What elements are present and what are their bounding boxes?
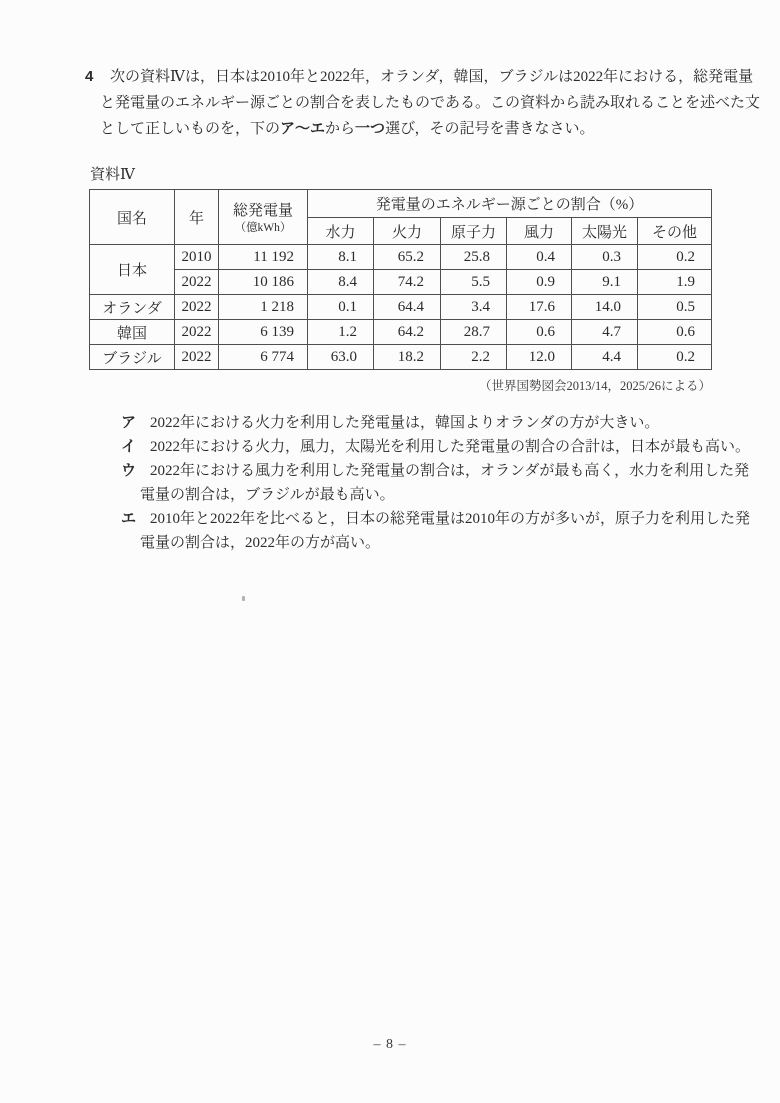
table-row-japan-2010 bbox=[90, 245, 712, 270]
pct-cell: 1.9 bbox=[638, 270, 712, 295]
header-wind: 風力 bbox=[507, 218, 572, 245]
pct-cell: 0.9 bbox=[507, 270, 572, 295]
pct-cell: 0.1 bbox=[308, 295, 374, 320]
pct-cell: 0.5 bbox=[638, 295, 712, 320]
country-cell-japan: 日本 bbox=[90, 245, 175, 295]
choice-e-continued bbox=[140, 531, 761, 555]
choice-i bbox=[121, 435, 761, 459]
pct-cell: 0.4 bbox=[507, 245, 572, 270]
year-cell: 2022 bbox=[175, 345, 219, 370]
pct-cell: 0.2 bbox=[638, 245, 712, 270]
pct-cell: 17.6 bbox=[507, 295, 572, 320]
pct-cell: 1.2 bbox=[308, 320, 374, 345]
header-total-unit: （億kWh） bbox=[234, 222, 292, 234]
pct-cell: 0.2 bbox=[638, 345, 712, 370]
total-cell: 1 218 bbox=[219, 295, 308, 320]
choice-e-text-1: 2010年と2022年を比べると，日本の総発電量は2010年の方が多いが，原子力を利用した発 bbox=[150, 511, 751, 527]
header-thermal: 火力 bbox=[374, 218, 441, 245]
year-cell: 2022 bbox=[175, 270, 219, 295]
question-text-1: 次の資料Ⅳは，日本は2010年と2022年，オランダ，韓国，ブラジルは2022年における，総発電量 bbox=[110, 69, 754, 85]
table-title: 資料Ⅳ bbox=[90, 167, 135, 183]
pct-cell: 74.2 bbox=[374, 270, 441, 295]
pct-cell: 64.2 bbox=[374, 320, 441, 345]
scan-speck bbox=[242, 596, 245, 601]
answer-choices bbox=[121, 411, 761, 555]
question-one-bold: 一つ bbox=[355, 120, 386, 137]
question-text-2: と発電量のエネルギー源ごとの割合を表したものである。この資料から読み取れることを述べた文 bbox=[100, 95, 761, 111]
pct-cell: 64.4 bbox=[374, 295, 441, 320]
year-cell: 2010 bbox=[175, 245, 219, 270]
pct-cell: 5.5 bbox=[441, 270, 507, 295]
total-cell: 10 186 bbox=[219, 270, 308, 295]
choice-e-letter: エ bbox=[121, 510, 137, 527]
pct-cell: 0.3 bbox=[572, 245, 638, 270]
choice-u-text-2: 電量の割合は，ブラジルが最も高い。 bbox=[140, 487, 395, 503]
pct-cell: 8.1 bbox=[308, 245, 374, 270]
choice-a-letter: ア bbox=[121, 414, 137, 431]
year-cell: 2022 bbox=[175, 320, 219, 345]
header-energy-share-group: 発電量のエネルギー源ごとの割合（%） bbox=[308, 190, 712, 218]
choice-i-text: 2022年における火力，風力，太陽光を利用した発電量の割合の合計は，日本が最も高い。 bbox=[150, 439, 751, 455]
pct-cell: 2.2 bbox=[441, 345, 507, 370]
choice-e-text-2: 電量の割合は，2022年の方が高い。 bbox=[140, 535, 381, 551]
pct-cell: 12.0 bbox=[507, 345, 572, 370]
page-number: – 8 – bbox=[373, 1037, 407, 1052]
choice-u bbox=[121, 459, 761, 483]
pct-cell: 3.4 bbox=[441, 295, 507, 320]
pct-cell: 0.6 bbox=[638, 320, 712, 345]
pct-cell: 65.2 bbox=[374, 245, 441, 270]
source-note: （世界国勢図会2013/14，2025/26による） bbox=[479, 379, 711, 393]
total-cell: 11 192 bbox=[219, 245, 308, 270]
pct-cell: 4.7 bbox=[572, 320, 638, 345]
country-cell-korea: 韓国 bbox=[90, 320, 175, 345]
total-cell: 6 774 bbox=[219, 345, 308, 370]
pct-cell: 9.1 bbox=[572, 270, 638, 295]
header-year: 年 bbox=[175, 190, 219, 245]
question-line-2 bbox=[100, 90, 761, 116]
question-line-1 bbox=[85, 64, 754, 90]
header-total-label: 総発電量 bbox=[232, 203, 293, 219]
choice-e bbox=[121, 507, 761, 531]
header-hydro: 水力 bbox=[308, 218, 374, 245]
question-number: 4 bbox=[85, 68, 94, 85]
header-total bbox=[219, 190, 308, 245]
table-row-japan-2022 bbox=[90, 270, 712, 295]
pct-cell: 4.4 bbox=[572, 345, 638, 370]
choice-u-letter: ウ bbox=[121, 462, 137, 479]
choice-u-text-1: 2022年における風力を利用した発電量の割合は，オランダが最も高く，水力を利用した発 bbox=[150, 463, 750, 479]
table-row-netherlands bbox=[90, 295, 712, 320]
question-text-3c: 選び，その記号を書きなさい。 bbox=[385, 121, 595, 137]
question-line-3 bbox=[100, 116, 745, 142]
pct-cell: 0.6 bbox=[507, 320, 572, 345]
pct-cell: 14.0 bbox=[572, 295, 638, 320]
choice-a bbox=[121, 411, 761, 435]
question-block bbox=[85, 64, 761, 142]
energy-data-table bbox=[89, 189, 712, 370]
pct-cell: 25.8 bbox=[441, 245, 507, 270]
question-text-3b: から bbox=[325, 121, 356, 137]
question-text-3a: として正しいものを，下の bbox=[100, 121, 281, 137]
pct-cell: 8.4 bbox=[308, 270, 374, 295]
country-cell-brazil: ブラジル bbox=[90, 345, 175, 370]
header-country: 国名 bbox=[90, 190, 175, 245]
pct-cell: 63.0 bbox=[308, 345, 374, 370]
header-other: その他 bbox=[638, 218, 712, 245]
total-cell: 6 139 bbox=[219, 320, 308, 345]
pct-cell: 18.2 bbox=[374, 345, 441, 370]
header-solar: 太陽光 bbox=[572, 218, 638, 245]
header-nuclear: 原子力 bbox=[441, 218, 507, 245]
question-range-bold: ア〜エ bbox=[280, 120, 326, 137]
country-cell-netherlands: オランダ bbox=[90, 295, 175, 320]
choice-i-letter: イ bbox=[121, 438, 137, 455]
choice-u-continued bbox=[140, 483, 761, 507]
table-row-brazil bbox=[90, 345, 712, 370]
choice-a-text: 2022年における火力を利用した発電量は，韓国よりオランダの方が大きい。 bbox=[150, 415, 660, 431]
pct-cell: 28.7 bbox=[441, 320, 507, 345]
table-row-korea bbox=[90, 320, 712, 345]
year-cell: 2022 bbox=[175, 295, 219, 320]
